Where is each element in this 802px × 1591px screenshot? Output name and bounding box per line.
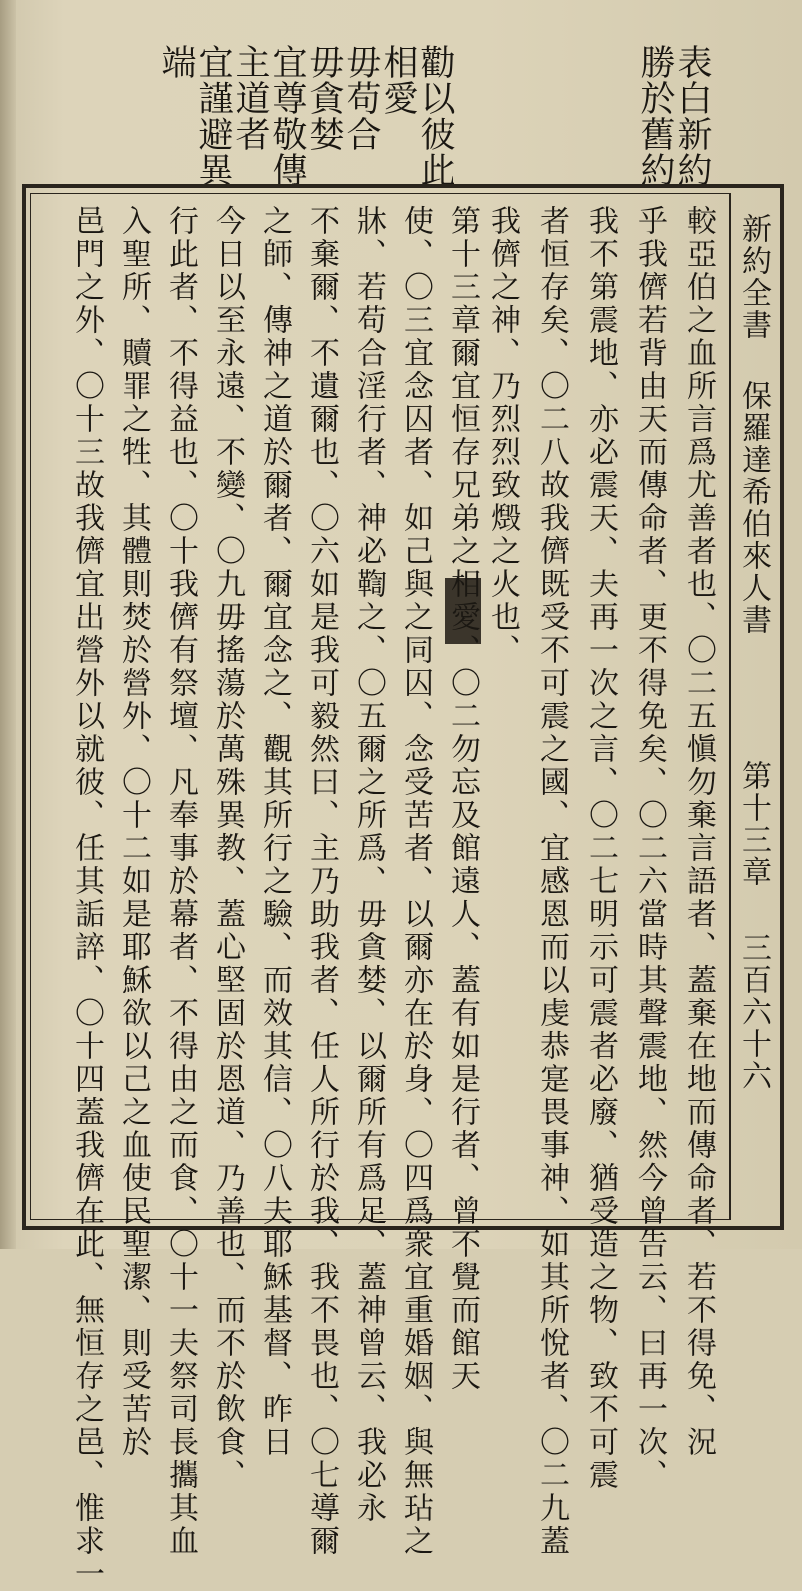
margin-note: 毋苟合 xyxy=(341,44,381,152)
text-column: 較亞伯之血所言爲尤善者也、〇二五愼勿棄言語者、蓋棄在地而傳命者、若不得免、況 xyxy=(681,205,716,1459)
text-column: 第十三章爾宜恒存兄弟之相愛、〇二勿忘及館遠人、蓋有如是行者、曾不覺而館天 xyxy=(445,205,480,1393)
text-column: 之師、傳神之道於爾者、爾宜念之、觀其所行之驗、而效其信、〇八夫耶穌基督、昨日 xyxy=(257,205,292,1459)
margin-note: 主道者 xyxy=(230,44,270,152)
text-column: 入聖所、贖罪之牲、其體則焚於營外、〇十二如是耶穌欲以己之血使民聖潔、則受苦於 xyxy=(116,205,151,1459)
text-column: 不棄爾、不遺爾也、〇六如是我可毅然曰、主乃助我者、任人所行於我、我不畏也、〇七導爾 xyxy=(304,205,339,1558)
text-column: 邑門之外、〇十三故我儕宜出營外以就彼、任其詬誶、〇十四蓋我儕在此、無恒存之邑、惟求一 xyxy=(69,205,104,1591)
book-title: 新約全書 xyxy=(736,213,771,341)
margin-note: 宜謹避異 xyxy=(193,44,233,188)
margin-note: 宜尊敬傳 xyxy=(267,44,307,188)
chapter-label: 第十三章 xyxy=(736,760,771,888)
text-column: 我不第震地、亦必震天、夫再一次之言、〇二七明示可震者必廢、猶受造之物、致不可震 xyxy=(583,205,618,1492)
text-column: 今日以至永遠、不變、〇九毋搖蕩於萬殊異教、蓋心堅固於恩道、乃善也、而不於飲食、 xyxy=(210,205,245,1492)
margin-note: 勸以彼此 xyxy=(415,44,455,188)
margin-note: 端 xyxy=(156,44,196,80)
chapter-title: 保羅達希伯來人書 xyxy=(736,380,771,636)
text-column: 使、〇三宜念囚者、如己與之同囚、念受苦者、以爾亦在於身、〇四爲衆宜重婚姻、與無玷之 xyxy=(398,205,433,1558)
header-divider xyxy=(730,193,731,1220)
page-number: 三百六十六 xyxy=(736,932,771,1092)
margin-note: 勝於舊約 xyxy=(635,44,675,188)
text-column: 行此者、不得益也、〇十我儕有祭壇、凡奉事於幕者、不得由之而食、〇十一夫祭司長攜其血 xyxy=(163,205,198,1558)
text-column: 牀、若苟合淫行者、神必鞫之、〇五爾之所爲、毋貪婪、以爾所有爲足、蓋神曾云、我必永 xyxy=(351,205,386,1525)
margin-note: 表白新約 xyxy=(672,44,712,188)
page-binding-edge xyxy=(0,0,16,1249)
text-column: 我儕之神、乃烈烈致燬之火也、 xyxy=(485,205,520,667)
text-column: 乎我儕若背由天而傳命者、更不得免矣、〇二六當時其聲震地、然今曾告云、曰再一次、 xyxy=(632,205,667,1492)
margin-note: 相愛 xyxy=(378,44,418,116)
text-column: 者恒存矣、〇二八故我儕既受不可震之國、宜感恩而以虔恭寔畏事神、如其所悅者、〇二九蓋 xyxy=(534,205,569,1558)
margin-note: 毋貪婪 xyxy=(304,44,344,152)
